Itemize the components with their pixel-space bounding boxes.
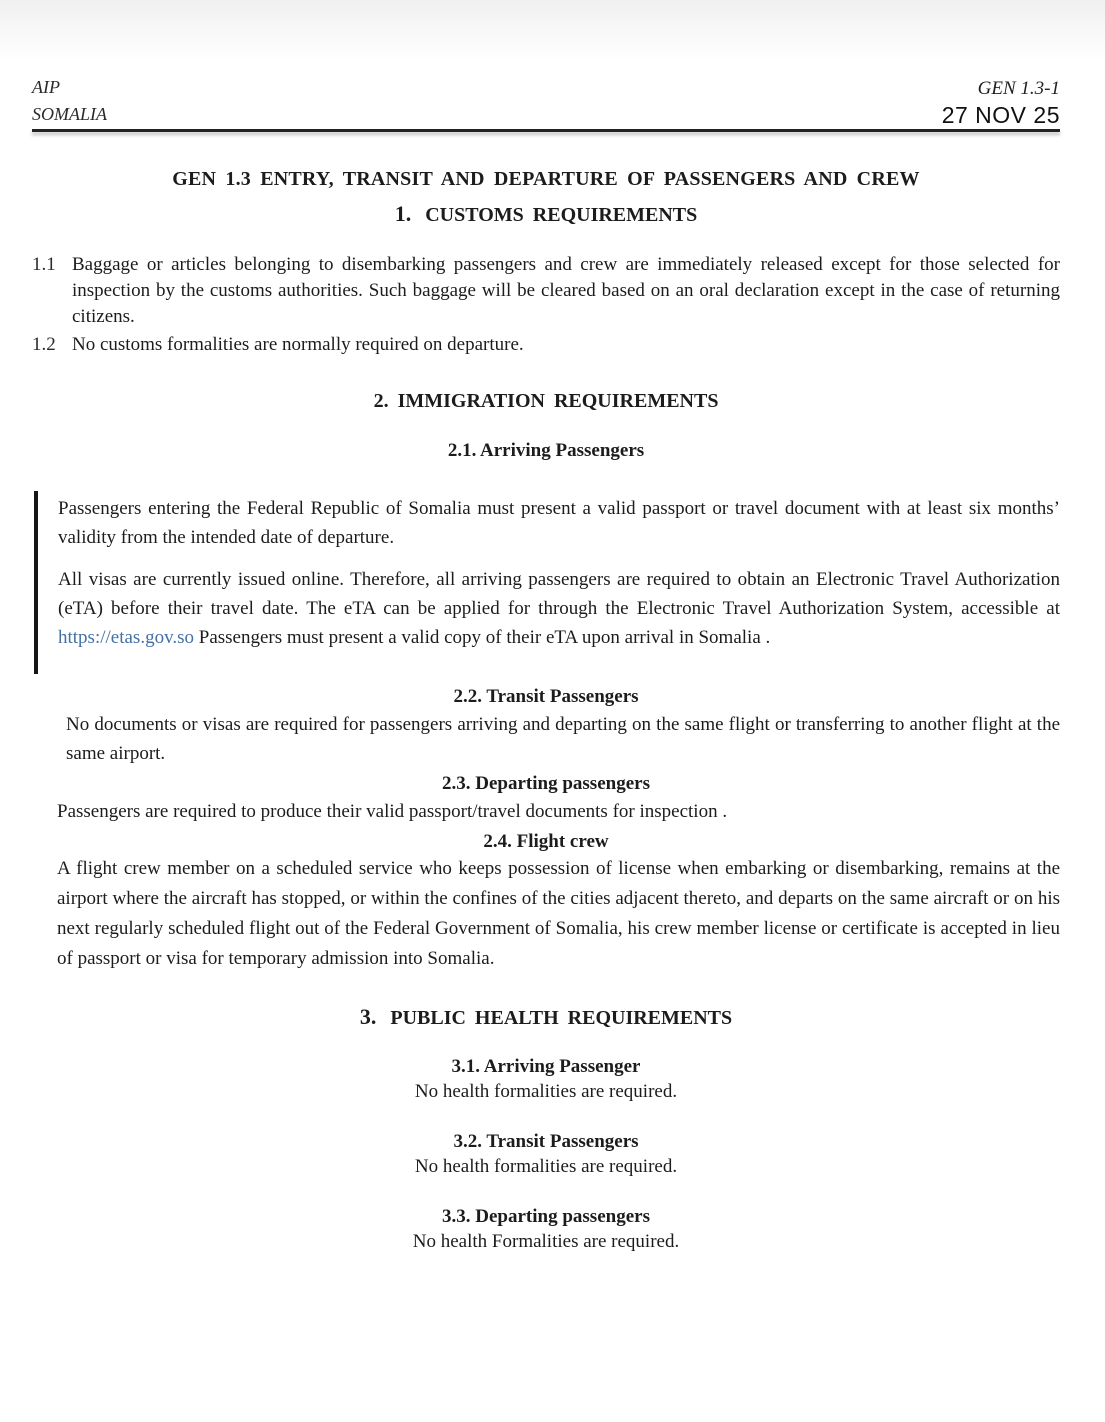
subsection-heading-transit-passengers: 2.2. Transit Passengers	[453, 686, 639, 707]
paragraph-text: All visas are currently issued online. Therefore, all arriving passengers are required to obtain an Electronic Travel Authorization (eTA) before their travel date. The eTA can be applied for through the Electronic Travel Authorization System, accessible at	[58, 569, 1060, 619]
subsection-heading-health-transit: 3.2. Transit Passengers	[453, 1131, 639, 1152]
header-divider	[32, 129, 1060, 132]
item-number: 1.2	[32, 334, 56, 355]
section-title: CUSTOMS REQUIREMENTS	[425, 204, 698, 226]
item-text: Baggage or articles belonging to disembarking passengers and crew are immediately released except for those selected for inspection by the customs authorities. Such baggage will be cleared based on an oral declaration except in the case of returning citizens.	[72, 254, 1060, 327]
amendment-change-bar-block	[34, 491, 1060, 674]
publication-name: AIP	[32, 77, 60, 97]
section-title: PUBLIC HEALTH REQUIREMENTS	[390, 1007, 733, 1029]
arriving-passengers-paragraph-2	[58, 565, 1060, 652]
item-number: 1.1	[32, 254, 56, 275]
health-arriving-paragraph: No health formalities are required.	[414, 1081, 678, 1102]
list-item	[32, 332, 1060, 358]
flight-crew-paragraph: A flight crew member on a scheduled service who keeps possession of license when embarking or disembarking, remains at the airport where the aircraft has stopped, or within the confines of the cities adjacent thereto, and departs on the same aircraft or on his next regularly scheduled flight out of the Federal Government of Somalia, his crew member license or certificate is accepted in lieu of passport or visa for temporary admission into Somalia.	[57, 858, 1060, 969]
subsection-heading-flight-crew: 2.4. Flight crew	[483, 831, 609, 852]
header-publication-block	[32, 74, 107, 128]
section-heading-public-health	[32, 1004, 1060, 1030]
health-departing-paragraph: No health Formalities are required.	[412, 1231, 680, 1252]
etas-portal-link[interactable]: https://etas.gov.so	[58, 627, 194, 648]
subsection-heading-arriving-passengers: 2.1. Arriving Passengers	[447, 440, 645, 461]
health-transit-paragraph: No health formalities are required.	[414, 1156, 678, 1177]
transit-passengers-paragraph: No documents or visas are required for passengers arriving and departing on the same flight or transferring to another flight at the same airport.	[66, 714, 1060, 764]
section-number: 1.	[394, 201, 412, 226]
section-heading-customs	[32, 201, 1060, 227]
departing-passengers-paragraph: Passengers are required to produce their valid passport/travel documents for inspection .	[57, 801, 728, 822]
page-header	[32, 74, 1060, 128]
customs-paragraph-list	[32, 252, 1060, 358]
subsection-heading-health-arriving: 3.1. Arriving Passenger	[451, 1056, 641, 1077]
header-ref-block	[942, 76, 1060, 128]
subsection-heading-departing-passengers: 2.3. Departing passengers	[442, 773, 650, 794]
item-text: No customs formalities are normally required on departure.	[72, 334, 524, 355]
page-reference: GEN 1.3-1	[977, 78, 1060, 99]
section-number: 3.	[359, 1004, 377, 1029]
subsection-heading-health-departing: 3.3. Departing passengers	[442, 1206, 650, 1227]
section-heading-immigration: 2. IMMIGRATION REQUIREMENTS	[373, 390, 719, 412]
arriving-passengers-paragraph-1: Passengers entering the Federal Republic of Somalia must present a valid passport or travel document with at least six months’ validity from the intended date of departure.	[58, 498, 1060, 548]
document-title: GEN 1.3 ENTRY, TRANSIT AND DEPARTURE OF PASSENGERS AND CREW	[172, 168, 920, 190]
country-name: SOMALIA	[32, 104, 107, 124]
scan-top-gradient	[0, 0, 1105, 62]
publication-date: 27 NOV 25	[941, 102, 1060, 128]
paragraph-text: Passengers must present a valid copy of their eTA upon arrival in Somalia .	[194, 627, 771, 648]
list-item	[32, 252, 1060, 330]
